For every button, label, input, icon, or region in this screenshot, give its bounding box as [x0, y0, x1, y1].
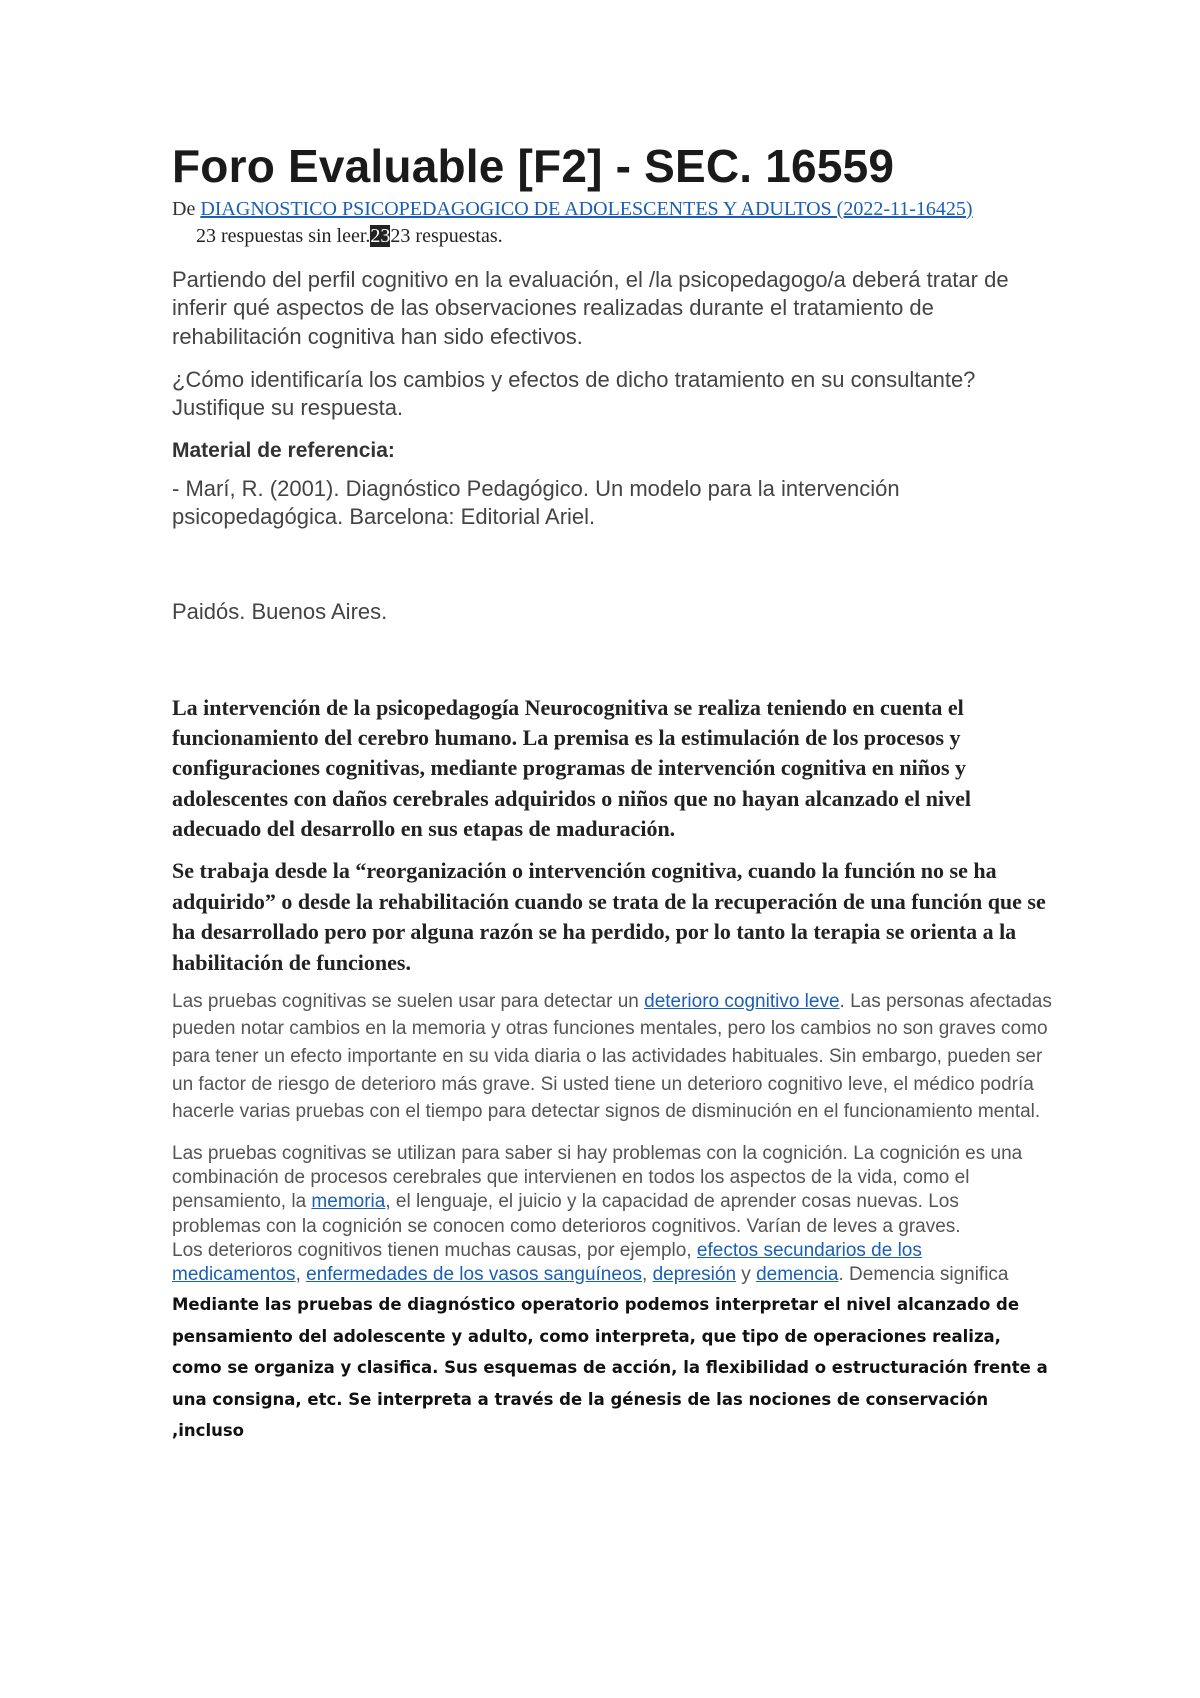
text-span: . Demencia significa [838, 1264, 1009, 1286]
reference-heading: Material de referencia: [172, 438, 395, 462]
course-line [172, 197, 1052, 221]
link-deterioro-cognitivo-leve[interactable]: deterioro cognitivo leve [644, 990, 840, 1012]
prompt-paragraph-1: Partiendo del perfil cognitivo en la evaluación, el /la psicopedagogo/a deberá tratar de inferir qué aspectos de las observaciones realizadas durante el tratamiento de rehabilitación cognitiva han sido efectivos. [172, 266, 1009, 350]
answer-paragraph-4 [172, 1142, 1052, 1239]
link-demencia[interactable]: demencia [756, 1264, 839, 1286]
answer-paragraph-2: Se trabaja desde la “reorganización o intervención cognitiva, cuando la función no se ha adquirido” o desde la rehabilitación cuando se trata de la recuperación de una función que se ha desarrollado pero por alguna razón se ha perdido, por lo tanto la terapia se orienta a la habilitación de funciones. [172, 858, 1046, 975]
answer-paragraph-5 [172, 1239, 1052, 1288]
link-enfermedades-vasos[interactable]: enfermedades de los vasos sanguíneos [306, 1264, 643, 1286]
page-title: Foro Evaluable [F2] - SEC. 16559 [172, 140, 895, 192]
answer-paragraph-3 [172, 988, 1052, 1126]
link-efectos-secundarios[interactable]: efectos secundarios de los medicamentos [172, 1239, 922, 1286]
unread-replies[interactable]: 23 respuestas sin leer. [196, 224, 371, 247]
text-span: . Las personas afectadas pueden notar cambios en la memoria y otras funciones mentales, pero los cambios no son graves como para tener un efecto importante en su vida diaria o las actividades habituales. Sin embargo, pueden ser un factor de riesgo de deterioro más grave. Si usted tiene un deterioro cognitivo leve, el médico podría hacerle varias pruebas con el tiempo para detectar signos de disminución en el funcionamiento mental. [172, 990, 1052, 1123]
text-span: , [642, 1264, 653, 1286]
total-replies: 23 respuestas. [390, 224, 503, 247]
text-span: Las pruebas cognitivas se suelen usar para detectar un [172, 990, 645, 1012]
forum-post [172, 140, 1052, 1446]
reference-item-1: - Marí, R. (2001). Diagnóstico Pedagógico. Un modelo para la intervención psicopedagógica. Barcelona: Editorial Ariel. [172, 475, 900, 530]
text-span: y [736, 1264, 757, 1286]
text-span: , el lenguaje, el juicio y la capacidad de aprender cosas nuevas. Los problemas con la cognición se conocen como deterioros cognitivos. Varían de leves a graves. [172, 1191, 961, 1237]
answer-paragraph-1: La intervención de la psicopedagogía Neurocognitiva se realiza teniendo en cuenta el funcionamiento del cerebro humano. La premisa es la estimulación de los procesos y configuraciones cognitivas, mediante programas de intervención cognitiva en niños y adolescentes con daños cerebrales adquiridos o niños que no hayan alcanzado el nivel adecuado del desarrollo en sus etapas de maduración. [172, 694, 972, 842]
answer-paragraph-6: Mediante las pruebas de diagnóstico operatorio podemos interpretar el nivel alcanzado de pensamiento del adolescente y adulto, como interpreta, que tipo de operaciones realiza, como se organiza y clasifica. Sus esquemas de acción, la flexibilidad o estructuración frente a una consigna, etc. Se interpreta a través de la génesis de las nociones de conservación ,incluso [172, 1295, 1048, 1440]
link-depresion[interactable]: depresión [652, 1264, 737, 1286]
prompt-paragraph-2: ¿Cómo identificaría los cambios y efectos de dicho tratamiento en su consultante? Justifique su respuesta. [172, 366, 976, 421]
course-link[interactable]: DIAGNOSTICO PSICOPEDAGOGICO DE ADOLESCENTES Y ADULTOS (2022-11-16425) [200, 197, 973, 220]
reference-item-2: Paidós. Buenos Aires. [172, 599, 388, 625]
link-memoria[interactable]: memoria [311, 1191, 386, 1213]
text-span: Los deterioros cognitivos tienen muchas causas, por ejemplo, [172, 1239, 697, 1261]
unread-count-badge: 23 [370, 224, 391, 247]
replies-status [172, 225, 1052, 248]
text-span: , [295, 1264, 307, 1286]
from-prefix: De [172, 197, 201, 220]
text-span: Las pruebas cognitivas se utilizan para saber si hay problemas con la cognición. La cognición es una combinación de procesos cerebrales que intervienen en todos los aspectos de la vida, como el pensamiento, la [172, 1142, 1023, 1213]
